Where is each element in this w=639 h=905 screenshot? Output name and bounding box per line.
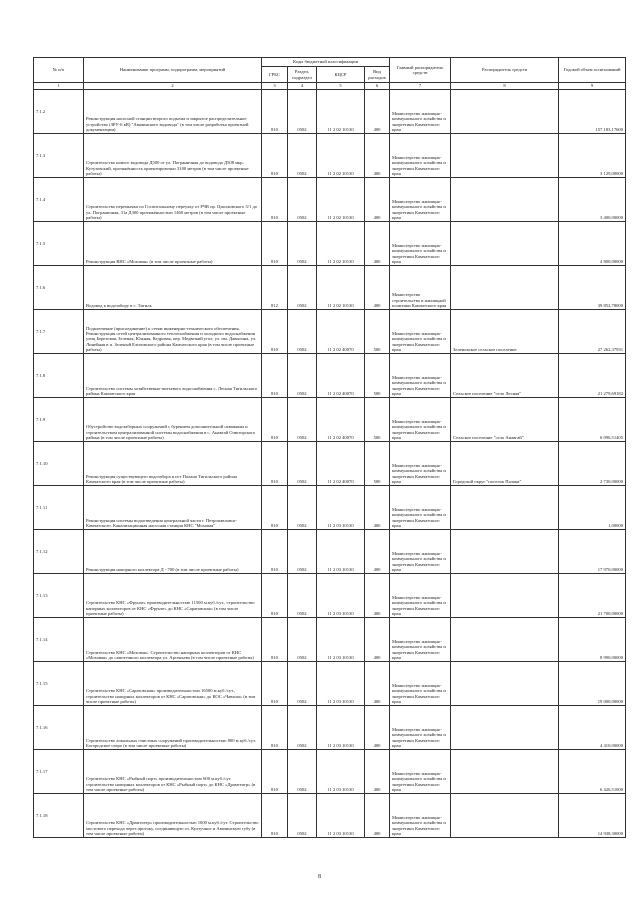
row-volume: 27 262,37931 xyxy=(559,310,626,354)
row-vid: 400 xyxy=(365,794,390,838)
row-ksr: 11 2 02 10130 xyxy=(317,266,365,310)
row-vid: 500 xyxy=(365,398,390,442)
table-row xyxy=(34,266,626,310)
row-main-manager: Министерство жилищно-коммунального хозяйства и энергетики Камчатского края xyxy=(390,442,451,486)
row-ksr: 11 2 03 10130 xyxy=(317,706,365,750)
row-razdel: 0502 xyxy=(288,706,317,750)
col-number: 4 xyxy=(288,83,317,90)
row-recipient xyxy=(451,662,559,706)
row-ksr: 11 2 03 10130 xyxy=(317,574,365,618)
row-main-manager: Министерство жилищно-коммунального хозяйства и энергетики Камчатского края xyxy=(390,574,451,618)
table-row xyxy=(34,134,626,178)
col-number: 2 xyxy=(84,83,262,90)
row-grbs: 810 xyxy=(262,222,288,266)
row-main-manager: Министерство жилищно-коммунального хозяйства и энергетики Камчатского края xyxy=(390,618,451,662)
row-vid: 400 xyxy=(365,134,390,178)
row-number: 7.1.11 xyxy=(34,486,84,530)
row-vid: 400 xyxy=(365,222,390,266)
header-name: Наименование программ, подпрограмм, мероприятий xyxy=(84,58,262,83)
row-recipient xyxy=(451,750,559,794)
table-row xyxy=(34,794,626,838)
row-ksr: 11 2 03 10130 xyxy=(317,618,365,662)
row-volume: 6 096,51405 xyxy=(559,398,626,442)
row-ksr: 11 2 03 10130 xyxy=(317,662,365,706)
row-volume: 39 852,78000 xyxy=(559,266,626,310)
row-volume: 4 410,00000 xyxy=(559,706,626,750)
table-row xyxy=(34,310,626,354)
row-vid: 400 xyxy=(365,662,390,706)
row-number: 7.1.3 xyxy=(34,134,84,178)
row-number: 7.1.13 xyxy=(34,574,84,618)
row-vid: 400 xyxy=(365,706,390,750)
row-vid: 400 xyxy=(365,90,390,134)
row-name: Реконструкция ВНС «Моховая» (в том числе проектные работы) xyxy=(84,222,262,266)
row-name: Реконструкция насосной станции второго подъема и закрытое распределительное устройство (ЗРУ-6 кВ) "Авачинского водовода" (в том числе разработка проектной документации) xyxy=(84,90,262,134)
row-grbs: 810 xyxy=(262,706,288,750)
row-recipient xyxy=(451,486,559,530)
row-recipient xyxy=(451,574,559,618)
row-razdel: 0502 xyxy=(288,530,317,574)
row-volume: 3 400,00000 xyxy=(559,178,626,222)
table-body xyxy=(34,90,626,838)
row-main-manager: Министерство жилищно-коммунального хозяйства и энергетики Камчатского края xyxy=(390,530,451,574)
row-razdel: 0502 xyxy=(288,618,317,662)
table-row xyxy=(34,398,626,442)
row-main-manager: Министерство жилищно-коммунального хозяйства и энергетики Камчатского края xyxy=(390,794,451,838)
row-grbs: 810 xyxy=(262,750,288,794)
row-main-manager: Министерство жилищно-коммунального хозяйства и энергетики Камчатского края xyxy=(390,310,451,354)
col-number: 8 xyxy=(451,83,559,90)
row-main-manager: Министерство жилищно-коммунального хозяйства и энергетики Камчатского края xyxy=(390,134,451,178)
row-number: 7.1.8 xyxy=(34,354,84,398)
row-razdel: 0502 xyxy=(288,442,317,486)
row-main-manager: Министерство жилищно-коммунального хозяйства и энергетики Камчатского края xyxy=(390,662,451,706)
row-grbs: 810 xyxy=(262,794,288,838)
row-vid: 400 xyxy=(365,618,390,662)
row-grbs: 812 xyxy=(262,266,288,310)
table-row xyxy=(34,222,626,266)
row-grbs: 810 xyxy=(262,442,288,486)
table-row xyxy=(34,486,626,530)
row-recipient: Сельское поселение "село Лесная" xyxy=(451,354,559,398)
row-grbs: 810 xyxy=(262,662,288,706)
table-row xyxy=(34,750,626,794)
row-ksr: 11 2 02 40070 xyxy=(317,398,365,442)
row-name: Строительство КНС «Моховая». Строительство напорных коллекторов от КНС «Моховая» до самотечного коллектора ул. Арсеньева (в том числе проектные работы) xyxy=(84,618,262,662)
row-ksr: 11 2 03 10130 xyxy=(317,750,365,794)
row-vid: 400 xyxy=(365,486,390,530)
row-razdel: 0502 xyxy=(288,222,317,266)
header-num: № п/п xyxy=(34,58,84,83)
row-volume: 21 700,00000 xyxy=(559,574,626,618)
row-vid: 400 xyxy=(365,266,390,310)
row-recipient xyxy=(451,266,559,310)
row-volume: 157 183,17600 xyxy=(559,90,626,134)
row-recipient: Городской округ "поселок Палана" xyxy=(451,442,559,486)
header-volume: Годовой объем ассигнований xyxy=(559,58,626,83)
row-grbs: 810 xyxy=(262,618,288,662)
row-volume: 14 938,30000 xyxy=(559,794,626,838)
row-volume: 6 426,51000 xyxy=(559,750,626,794)
row-main-manager: Министерство жилищно-коммунального хозяйства и энергетики Камчатского края xyxy=(390,706,451,750)
header-recipient: Распорядитель средств xyxy=(451,58,559,83)
row-vid: 400 xyxy=(365,530,390,574)
row-main-manager: Министерство жилищно-коммунального хозяйства и энергетики Камчатского края xyxy=(390,750,451,794)
row-razdel: 0502 xyxy=(288,178,317,222)
row-number: 7.1.14 xyxy=(34,618,84,662)
row-vid: 400 xyxy=(365,750,390,794)
row-name: Строительство нового водовода Д500 от ул. Пограничная до водовода Д508 мкр. Кутузовский, протяжённость ориентировочно 3100 метров (в том числе проектные работы) xyxy=(84,134,262,178)
row-volume: 1,00000 xyxy=(559,486,626,530)
row-vid: 500 xyxy=(365,310,390,354)
row-recipient xyxy=(451,706,559,750)
row-razdel: 0502 xyxy=(288,750,317,794)
page-number: 8 xyxy=(318,874,321,880)
row-volume: 3 129,00000 xyxy=(559,134,626,178)
row-name: Строительство системы хозяйственно-питьевого водоснабжения с. Лесная Тигильского района Камчатского края xyxy=(84,354,262,398)
row-main-manager: Министерство жилищно-коммунального хозяйства и энергетики Камчатского края xyxy=(390,90,451,134)
budget-table xyxy=(33,57,626,838)
row-ksr: 11 2 02 40070 xyxy=(317,354,365,398)
row-number: 7.1.17 xyxy=(34,750,84,794)
row-name: Обустройство водозаборных сооружений с бурением дополнительной скважины и строительством централизованной системы водоснабжения в с. Анавгай Олюторского района (в том числе проектные работы) xyxy=(84,398,262,442)
row-name: Строительство КНС «Драмтеатр» производительностью 1000 м.куб./сут. Строительство мостового перехода через протоку, соединяющую оз. Култучное и Авачинскую губу (в том числе проектные работы) xyxy=(84,794,262,838)
col-number: 3 xyxy=(262,83,288,90)
col-number: 1 xyxy=(34,83,84,90)
row-grbs: 810 xyxy=(262,486,288,530)
row-number: 7.1.6 xyxy=(34,266,84,310)
row-number: 7.1.18 xyxy=(34,794,84,838)
row-ksr: 11 2 02 10130 xyxy=(317,178,365,222)
row-volume: 19 000,00000 xyxy=(559,662,626,706)
row-recipient xyxy=(451,90,559,134)
row-recipient xyxy=(451,178,559,222)
row-ksr: 11 2 02 10130 xyxy=(317,134,365,178)
column-number-row xyxy=(34,83,626,90)
header-codes-group: Коды бюджетной классификации xyxy=(262,58,390,67)
row-razdel: 0502 xyxy=(288,662,317,706)
row-ksr: 11 2 02 40070 xyxy=(317,442,365,486)
header-vid: Вид расходов xyxy=(365,67,390,83)
row-recipient xyxy=(451,222,559,266)
row-razdel: 0502 xyxy=(288,574,317,618)
row-recipient: Сельское поселение "село Анавгай" xyxy=(451,398,559,442)
row-number: 7.1.5 xyxy=(34,222,84,266)
header-ksr: КЦСР xyxy=(317,67,365,83)
header-razdel: Раздел, подраздел xyxy=(288,67,317,83)
row-razdel: 0502 xyxy=(288,310,317,354)
row-ksr: 11 2 02 40070 xyxy=(317,310,365,354)
row-name: Строительство КНС «Саратовская» производительностью 16500 м.куб./сут., строительство напорных коллекторов от КНС «Саратовская» до КОС «Чавыча» (в том числе проектные работы) xyxy=(84,662,262,706)
row-number: 7.1.10 xyxy=(34,442,84,486)
row-volume: 2 730,00000 xyxy=(559,442,626,486)
row-name: Реконструкция системы водоотведения центральной части г. Петропавловск-Камчатского. Канализационная насосная станция КНС "Моховая" xyxy=(84,486,262,530)
row-ksr: 11 2 03 10130 xyxy=(317,530,365,574)
row-name: Реконструкция существующего водозабора в пгт Палана Тигильского района Камчатского края (в том числе проектные работы) xyxy=(84,442,262,486)
header-grbs: ГРБС xyxy=(262,67,288,83)
row-number: 7.1.12 xyxy=(34,530,84,574)
row-grbs: 810 xyxy=(262,530,288,574)
row-volume: 4 800,00000 xyxy=(559,222,626,266)
row-grbs: 810 xyxy=(262,90,288,134)
row-name: Строительство КНС «Рыбный порт» производительностью 600 м.куб./сут. строительство напорных коллекторов от КНС «Рыбный порт» до КНС «Драмтеатр» (в том числе проектные работы) xyxy=(84,750,262,794)
row-volume: 17 970,00000 xyxy=(559,530,626,574)
row-number: 7.1.2 xyxy=(34,90,84,134)
row-vid: 400 xyxy=(365,574,390,618)
col-number: 5 xyxy=(317,83,365,90)
row-ksr: 11 2 02 10130 xyxy=(317,222,365,266)
row-number: 7.1.4 xyxy=(34,178,84,222)
header-main-manager: Главный распорядитель средств xyxy=(390,58,451,83)
table-row xyxy=(34,574,626,618)
row-main-manager: Министерство жилищно-коммунального хозяйства и энергетики Камчатского края xyxy=(390,486,451,530)
row-main-manager: Министерство строительства и жилищной политики Камчатского края xyxy=(390,266,451,310)
row-razdel: 0502 xyxy=(288,134,317,178)
row-razdel: 0502 xyxy=(288,794,317,838)
row-vid: 400 xyxy=(365,178,390,222)
col-number: 7 xyxy=(390,83,451,90)
row-grbs: 810 xyxy=(262,134,288,178)
row-grbs: 810 xyxy=(262,398,288,442)
row-grbs: 810 xyxy=(262,354,288,398)
row-razdel: 0502 xyxy=(288,90,317,134)
row-main-manager: Министерство жилищно-коммунального хозяйства и энергетики Камчатского края xyxy=(390,178,451,222)
table-row xyxy=(34,354,626,398)
row-recipient xyxy=(451,134,559,178)
table-row xyxy=(34,618,626,662)
row-volume: 8 990,00000 xyxy=(559,618,626,662)
row-main-manager: Министерство жилищно-коммунального хозяйства и энергетики Камчатского края xyxy=(390,354,451,398)
row-recipient xyxy=(451,794,559,838)
row-grbs: 810 xyxy=(262,178,288,222)
table-row xyxy=(34,706,626,750)
row-grbs: 810 xyxy=(262,574,288,618)
row-number: 7.1.9 xyxy=(34,398,84,442)
row-razdel: 0502 xyxy=(288,486,317,530)
row-ksr: 11 2 02 10130 xyxy=(317,90,365,134)
row-main-manager: Министерство жилищно-коммунального хозяйства и энергетики Камчатского края xyxy=(390,398,451,442)
row-number: 7.1.16 xyxy=(34,706,84,750)
row-vid: 500 xyxy=(365,354,390,398)
row-ksr: 11 2 03 10130 xyxy=(317,794,365,838)
row-name: Подключение (присоединение) к сетям инженерно-технического обеспечения. Реконструкция сетей централизованного теплоснабжения и холодного водоснабжения улиц Березовая, Зеленая, Южная, Кедровая, пер. Медвежий угол, ул. им. Давыгина, ул. Линейная в п. Зеленый Елизовского района Камчатского края (в том числе проектные работы) xyxy=(84,310,262,354)
table-row xyxy=(34,530,626,574)
row-recipient xyxy=(451,530,559,574)
table-row xyxy=(34,442,626,486)
row-razdel: 0502 xyxy=(288,398,317,442)
row-number: 7.1.15 xyxy=(34,662,84,706)
col-number: 6 xyxy=(365,83,390,90)
row-grbs: 810 xyxy=(262,310,288,354)
row-volume: 21 279,69182 xyxy=(559,354,626,398)
table-row xyxy=(34,178,626,222)
row-name: Строительство перемычки по Госпитальному переулку от РЧВ пр. Циолковского 3/1 до ул. Пограничная, 31а Д300 протяжённостью 1460 метров (в том числе проектные работы) xyxy=(84,178,262,222)
row-vid: 500 xyxy=(365,442,390,486)
table-row xyxy=(34,662,626,706)
row-razdel: 0502 xyxy=(288,266,317,310)
table-row xyxy=(34,90,626,134)
row-number: 7.1.7 xyxy=(34,310,84,354)
row-name: Строительство локальных очистных сооружений производительностью 800 м.куб./сут. Богородское озеро (в том числе проектные работы) xyxy=(84,706,262,750)
row-ksr: 11 2 03 10130 xyxy=(317,486,365,530)
row-name: Водовод к водозабору в с. Тигиль xyxy=(84,266,262,310)
row-main-manager: Министерство жилищно-коммунального хозяйства и энергетики Камчатского края xyxy=(390,222,451,266)
row-razdel: 0502 xyxy=(288,354,317,398)
row-name: Реконструкция напорного коллектора Д - 700 (в том числе проектные работы) xyxy=(84,530,262,574)
row-recipient: Зеленовское сельское поселение xyxy=(451,310,559,354)
row-recipient xyxy=(451,618,559,662)
col-number: 9 xyxy=(559,83,626,90)
row-name: Строительство КНС «Фрунзе» производительностью 11500 м.куб./сут., строительство напорных коллекторов от КНС «Фрунзе» до КНС «Саратовская» (в том числе проектные работы) xyxy=(84,574,262,618)
